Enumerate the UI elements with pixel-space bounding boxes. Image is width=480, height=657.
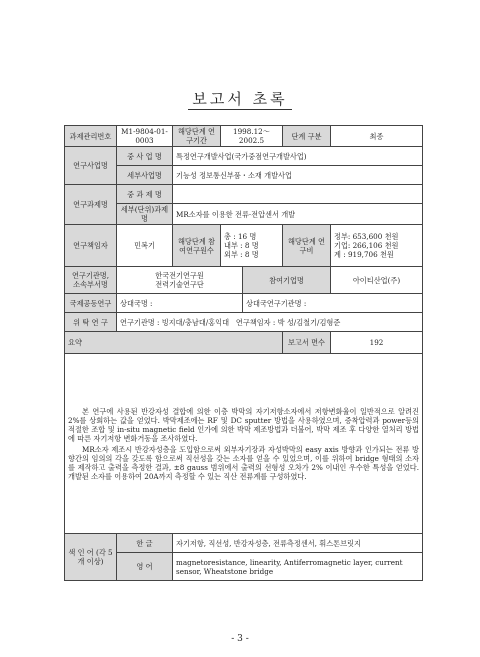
row-summary-body bbox=[65, 354, 423, 534]
summary-body bbox=[65, 354, 423, 534]
task-no-label: 과제관리번호 bbox=[65, 126, 117, 147]
cost-company: 기업: 266,106 천원 bbox=[334, 241, 399, 250]
summary-paragraph-2: MR소자 제조시 반강자성층을 도입함으로써 외부자기장과 자성박막의 easy axis 방향과 인가되는 전류 방향간의 임의의 각을 갖도록 함으로써 직선성을 갖는 소자를 얻을 수 있었으며, 이를 위하여 bridge 형태의 소자를 제작하고 출력을 측정한 결과, ±8 gauss 범위에서 출력의 선형성 오차가 2% 이내인 우수한 특성을 얻었다. 개발된 소자를 이용하여 20A까지 측정할 수 있는 직산 전류계를 구성하였다. bbox=[68, 444, 419, 481]
task-label: 연구과제명 bbox=[65, 185, 117, 225]
task-no-value: M1-9804-01-0003 bbox=[117, 126, 173, 147]
row-task-main bbox=[65, 185, 423, 204]
task-main-label: 중 과 제 명 bbox=[117, 185, 173, 204]
row-researchers bbox=[65, 225, 423, 267]
task-sub-label: 세부(단위)과제명 bbox=[117, 204, 173, 225]
row-project-main bbox=[65, 147, 423, 166]
project-label: 연구사업명 bbox=[65, 147, 117, 185]
period-label: 해당단계 연구기간 bbox=[173, 126, 221, 147]
cost-values bbox=[331, 225, 423, 267]
cost-sum: 계 : 919,706 천원 bbox=[334, 250, 394, 259]
cost-label: 해당단계 연구비 bbox=[283, 225, 331, 267]
org-label: 연구기관명, 소속부서명 bbox=[65, 267, 117, 294]
report-title bbox=[0, 88, 480, 109]
keywords-kor-value: 자기저항, 직선성, 반강자성층, 전류측정센서, 휘스톤브릿지 bbox=[173, 534, 423, 553]
row-task-number bbox=[65, 126, 423, 147]
row-keywords-english bbox=[65, 553, 423, 581]
intl-country: 상대국명 : bbox=[117, 294, 243, 313]
project-main-value: 특정연구개발사업(국가중점연구개발사업) bbox=[173, 147, 423, 166]
staff-external: 외부 : 8 명 bbox=[224, 250, 259, 259]
intl-label: 국제공동연구 bbox=[65, 294, 117, 313]
project-sub-value: 기능성 정보통신부품・소재 개발사업 bbox=[173, 166, 423, 185]
report-title-text: 보고서 초록 bbox=[188, 90, 291, 110]
org-value bbox=[117, 267, 243, 294]
summary-paragraph-1: 본 연구에 사용된 반강자성 결합에 의한 이층 박막의 자기저항소자에서 저항변화율이 일반적으로 알려진 2%를 상회하는 값을 얻었다. 박막제조에는 RF 및 DC sputter 방법을 사용하였으며, 증착압력과 power등의 적절한 조합 및 in-situ magnetic field 인가에 의한 박막 제조방법과 더불어, 박막 제조 후 다양한 열처리 방법에 따른 자기저항 변화거동을 조사하였다. bbox=[68, 406, 419, 443]
staff-internal: 내부 : 8 명 bbox=[224, 241, 259, 250]
row-organization bbox=[65, 267, 423, 294]
intl-org: 상대국연구기관명 : bbox=[243, 294, 423, 313]
row-summary-header bbox=[65, 332, 423, 354]
task-main-value bbox=[173, 185, 423, 204]
org-name: 한국전기연구원 bbox=[155, 271, 204, 280]
project-sub-label: 세부사업명 bbox=[117, 166, 173, 185]
stage-label: 단계 구분 bbox=[283, 126, 331, 147]
row-international bbox=[65, 294, 423, 313]
pages-value: 192 bbox=[331, 332, 423, 354]
page-number: - 3 - bbox=[231, 634, 249, 644]
head-value: 민복기 bbox=[117, 225, 173, 267]
keywords-eng-label: 영 어 bbox=[117, 553, 173, 581]
pages-label: 보고서 면수 bbox=[283, 332, 331, 354]
project-main-label: 중 사 업 명 bbox=[117, 147, 173, 166]
consign-head: 연구책임자 : 박 성/김철기/김형준 bbox=[235, 317, 341, 327]
period-value: 1998.12～2002.5 bbox=[221, 126, 283, 147]
keywords-label: 색 인 어 (각 5개 이상) bbox=[65, 534, 117, 581]
summary-label: 요약 bbox=[65, 332, 283, 354]
consign-label: 위 탁 연 구 bbox=[65, 313, 117, 332]
head-label: 연구책임자 bbox=[65, 225, 117, 267]
report-abstract-table bbox=[64, 125, 423, 581]
row-task-sub bbox=[65, 204, 423, 225]
keywords-eng-value: magnetoresistance, linearity, Antiferromagnetic layer, current sensor, Wheatstone bridge bbox=[173, 553, 423, 581]
row-project-sub bbox=[65, 166, 423, 185]
row-consign bbox=[65, 313, 423, 332]
stage-value: 최종 bbox=[331, 126, 423, 147]
keywords-kor-label: 한 글 bbox=[117, 534, 173, 553]
partner-label: 참여기업명 bbox=[243, 267, 331, 294]
consign-org: 연구기관명 : 빙지대/충남대/홍익대 bbox=[120, 317, 230, 327]
row-keywords-korean bbox=[65, 534, 423, 553]
staff-counts bbox=[221, 225, 283, 267]
partner-value: 아이티산업(주) bbox=[331, 267, 423, 294]
org-dept: 전력기술연구단 bbox=[155, 280, 204, 289]
task-sub-value: MR소자를 이용한 전류·전압센서 개발 bbox=[173, 204, 423, 225]
staff-total: 총 : 16 명 bbox=[224, 232, 257, 241]
cost-gov: 정부: 653,600 천원 bbox=[334, 232, 399, 241]
consign-value bbox=[117, 313, 423, 332]
staff-label: 해당단계 참여연구원수 bbox=[173, 225, 221, 267]
